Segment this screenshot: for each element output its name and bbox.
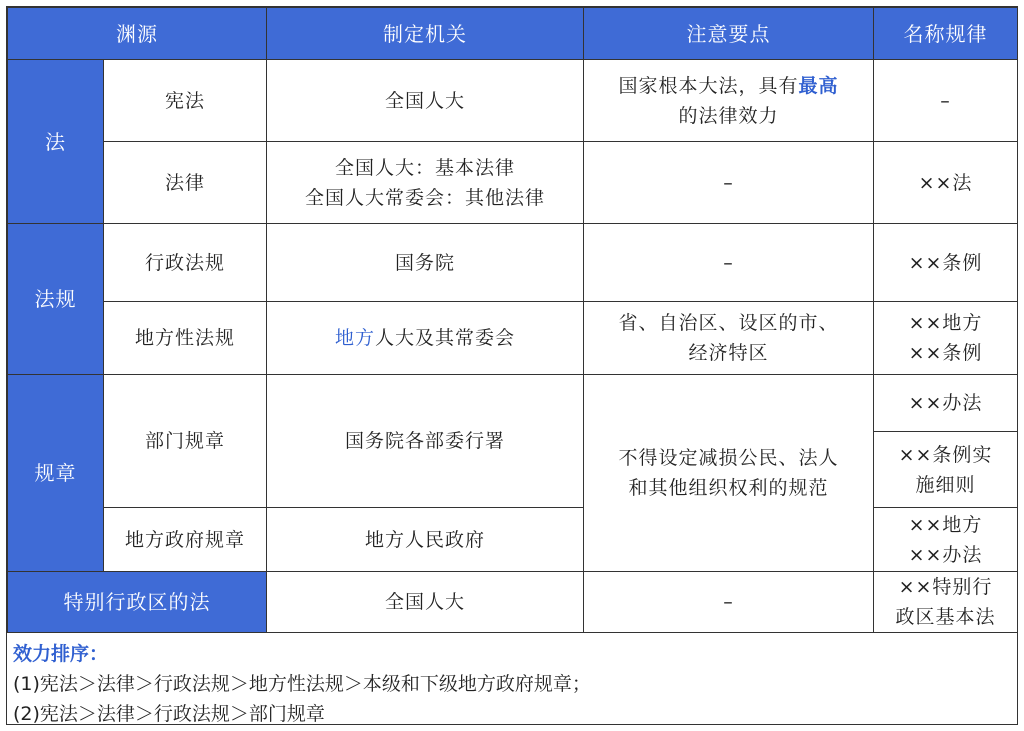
cell-organ: 地方人民政府 xyxy=(267,508,584,572)
effect-order-notes xyxy=(7,633,1017,729)
cell-note: – xyxy=(584,224,874,302)
organ-line: 全国人大常委会：其他法律 xyxy=(304,186,545,209)
note-line: 和其他组织权利的规范 xyxy=(628,477,829,499)
cell-naming: ××条例 xyxy=(874,224,1018,302)
group-tebie: 特别行政区的法 xyxy=(8,572,267,633)
naming-line: ××地方 xyxy=(908,513,983,536)
organ-line: 全国人大：基本法律 xyxy=(334,156,515,179)
cell-name: 宪法 xyxy=(104,60,267,142)
organ-highlight: 地方 xyxy=(334,327,375,349)
cell-organ: 全国人大 xyxy=(267,60,584,142)
naming-line: ××地方 xyxy=(908,312,983,334)
row-difangfagui xyxy=(8,302,1018,375)
cell-organ xyxy=(267,142,584,224)
note-line: 省、自治区、设区的市、 xyxy=(618,312,839,334)
naming-line: 政区基本法 xyxy=(895,606,996,628)
notes-line-2: (2)宪法＞法律＞行政法规＞部门规章 xyxy=(13,703,325,725)
row-bumen-a xyxy=(8,375,1018,432)
header-source: 渊源 xyxy=(8,8,267,60)
notes-title: 效力排序： xyxy=(13,643,109,665)
cell-name: 地方政府规章 xyxy=(104,508,267,572)
header-notes: 注意要点 xyxy=(584,8,874,60)
note-highlight: 最高 xyxy=(798,74,839,97)
row-falv xyxy=(8,142,1018,224)
note-line: 经济特区 xyxy=(688,342,769,364)
naming-line: ××办法 xyxy=(908,543,983,566)
group-guizhang: 规章 xyxy=(8,375,104,572)
note-text: 的法律效力 xyxy=(678,104,779,127)
row-xianfa xyxy=(8,60,1018,142)
group-fagui: 法规 xyxy=(8,224,104,375)
cell-naming: – xyxy=(874,60,1018,142)
cell-note: – xyxy=(584,572,874,633)
cell-note xyxy=(584,60,874,142)
cell-naming: ××办法 xyxy=(874,375,1018,432)
naming-line: ××条例 xyxy=(908,342,983,364)
naming-line: ××条例实 xyxy=(898,443,993,466)
naming-line: ××特别行 xyxy=(898,576,993,598)
note-text: 国家根本大法，具有 xyxy=(618,74,799,97)
cell-name: 行政法规 xyxy=(104,224,267,302)
cell-organ: 国务院 xyxy=(267,224,584,302)
cell-note: – xyxy=(584,142,874,224)
cell-note xyxy=(584,302,874,375)
notes-line-1: (1)宪法＞法律＞行政法规＞地方性法规＞本级和下级地方政府规章； xyxy=(13,673,591,695)
cell-name: 法律 xyxy=(104,142,267,224)
header-organ: 制定机关 xyxy=(267,8,584,60)
header-naming: 名称规律 xyxy=(874,8,1018,60)
law-sources-table-container xyxy=(6,6,1018,725)
cell-organ: 国务院各部委行署 xyxy=(267,375,584,508)
cell-naming xyxy=(874,572,1018,633)
cell-naming: ××法 xyxy=(874,142,1018,224)
organ-text: 人大及其常委会 xyxy=(375,327,516,349)
law-sources-table xyxy=(7,7,1018,633)
group-fa: 法 xyxy=(8,60,104,224)
cell-naming xyxy=(874,432,1018,508)
cell-organ: 全国人大 xyxy=(267,572,584,633)
cell-note-guizhang xyxy=(584,375,874,572)
row-tebie xyxy=(8,572,1018,633)
cell-name: 地方性法规 xyxy=(104,302,267,375)
row-xingzheng xyxy=(8,224,1018,302)
note-line: 不得设定减损公民、法人 xyxy=(618,447,839,469)
header-row xyxy=(8,8,1018,60)
naming-line: 施细则 xyxy=(915,473,976,496)
cell-name: 部门规章 xyxy=(104,375,267,508)
cell-organ xyxy=(267,302,584,375)
cell-naming xyxy=(874,508,1018,572)
cell-naming xyxy=(874,302,1018,375)
